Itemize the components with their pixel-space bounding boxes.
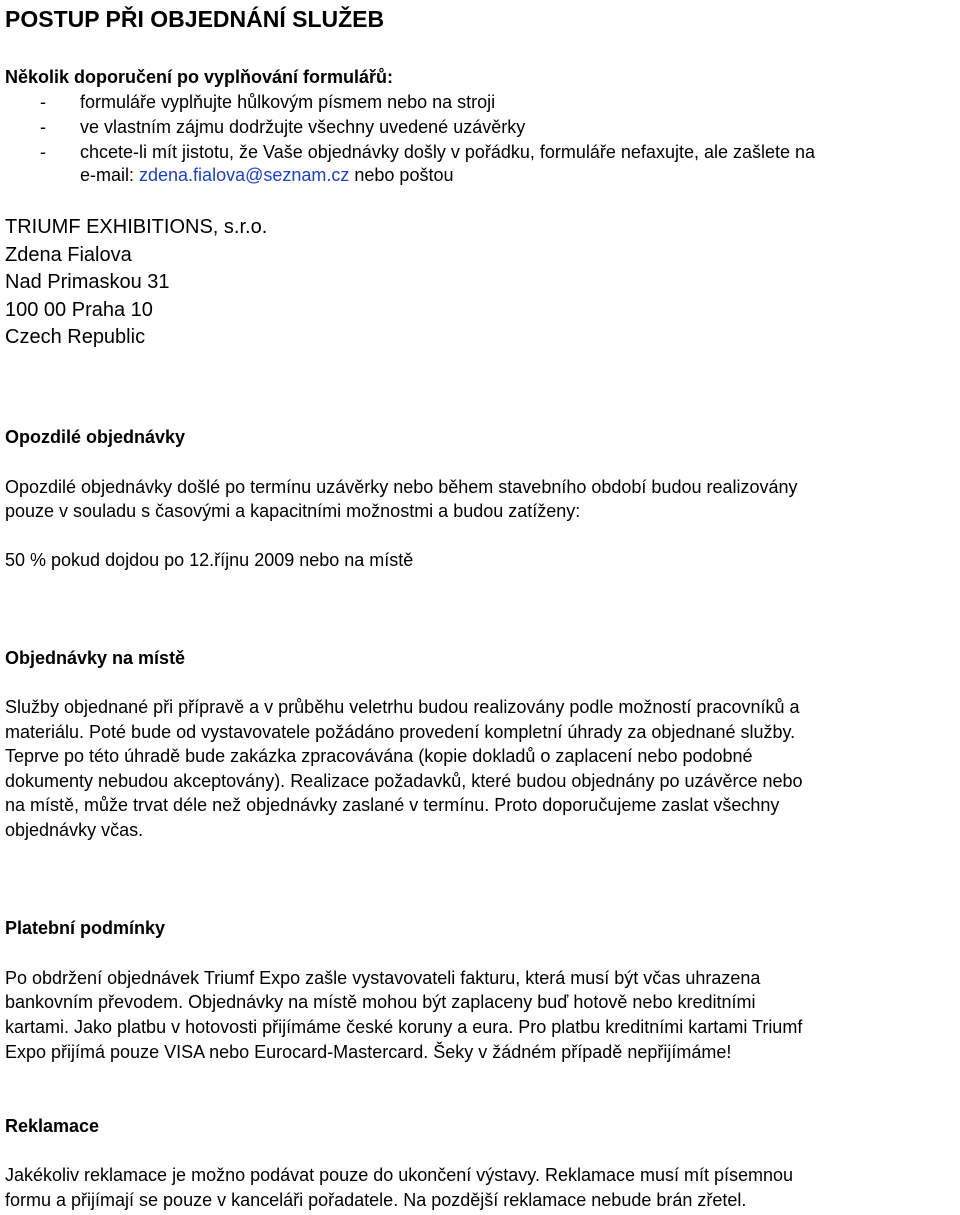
late-orders-text: Opozdilé objednávky došlé po termínu uzávěrky nebo během stavebního období budou realizovány [5,477,798,497]
onsite-orders-heading: Objednávky na místě [5,648,186,668]
onsite-orders-text: Služby objednané při přípravě a v průběhu veletrhu budou realizovány podle možností pracovníků a [5,697,800,717]
payment-text: Po obdržení objednávek Triumf Expo zašle vystavovateli fakturu, která musí být včas uhrazena [5,968,761,988]
onsite-orders-text: na místě, může trvat déle než objednávky zaslané v termínu. Proto doporučujeme zaslat všechny [5,795,780,815]
onsite-orders-text: materiálu. Poté bude od vystavovatele požádáno provedení kompletní úhrady za objednané služby. [5,722,796,742]
bullet-dash: - [40,92,46,112]
onsite-orders-text: dokumenty nebudou akceptovány). Realizace požadavků, které budou objednány po uzávěrce nebo [5,771,803,791]
bullet-dash: - [40,117,46,137]
late-orders-surcharge: 50 % pokud dojdou po 12.říjnu 2009 nebo na místě [5,550,414,570]
recommendations-heading: Několik doporučení po vyplňování formulářů: [5,67,394,87]
address-name: Zdena Fialova [5,244,132,266]
email-link[interactable]: zdena.fialova@seznam.cz [139,165,350,185]
email-line [80,164,453,186]
address-street: Nad Primaskou 31 [5,271,170,293]
email-prefix: e-mail: [80,165,140,185]
complaints-text: formu a přijímají se pouze v kanceláři pořadatele. Na pozdější reklamace nebude brán zřetel. [5,1190,747,1210]
bullet-dash: - [40,142,46,162]
late-orders-text: pouze v souladu s časovými a kapacitními možnostmi a budou zatíženy: [5,501,581,521]
email-suffix: nebo poštou [349,165,454,185]
payment-text: Expo přijímá pouze VISA nebo Eurocard-Mastercard. Šeky v žádném případě nepřijímáme! [5,1042,732,1062]
address-country: Czech Republic [5,326,146,348]
complaints-heading: Reklamace [5,1116,100,1136]
address-city: 100 00 Praha 10 [5,299,153,321]
onsite-orders-text: Teprve po této úhradě bude zakázka zpracovávána (kopie dokladů o zaplacení nebo podobné [5,746,753,766]
recommendation-item: chcete-li mít jistotu, že Vaše objednávky došly v pořádku, formuláře nefaxujte, ale zašlete na [80,142,816,162]
payment-text: kartami. Jako platbu v hotovosti přijímáme české koruny a eura. Pro platbu kreditními kartami Triumf [5,1017,803,1037]
onsite-orders-text: objednávky včas. [5,820,144,840]
recommendation-item: ve vlastním zájmu dodržujte všechny uvedené uzávěrky [80,117,526,137]
complaints-text: Jakékoliv reklamace je možno podávat pouze do ukončení výstavy. Reklamace musí mít písemnou [5,1165,794,1185]
late-orders-heading: Opozdilé objednávky [5,427,186,447]
recommendation-item: formuláře vyplňujte hůlkovým písmem nebo na stroji [80,92,496,112]
address-company: TRIUMF EXHIBITIONS, s.r.o. [5,216,268,238]
page-title: POSTUP PŘI OBJEDNÁNÍ SLUŽEB [5,6,385,32]
payment-heading: Platební podmínky [5,918,166,938]
payment-text: bankovním převodem. Objednávky na místě mohou být zaplaceny buď hotově nebo kreditními [5,992,756,1012]
